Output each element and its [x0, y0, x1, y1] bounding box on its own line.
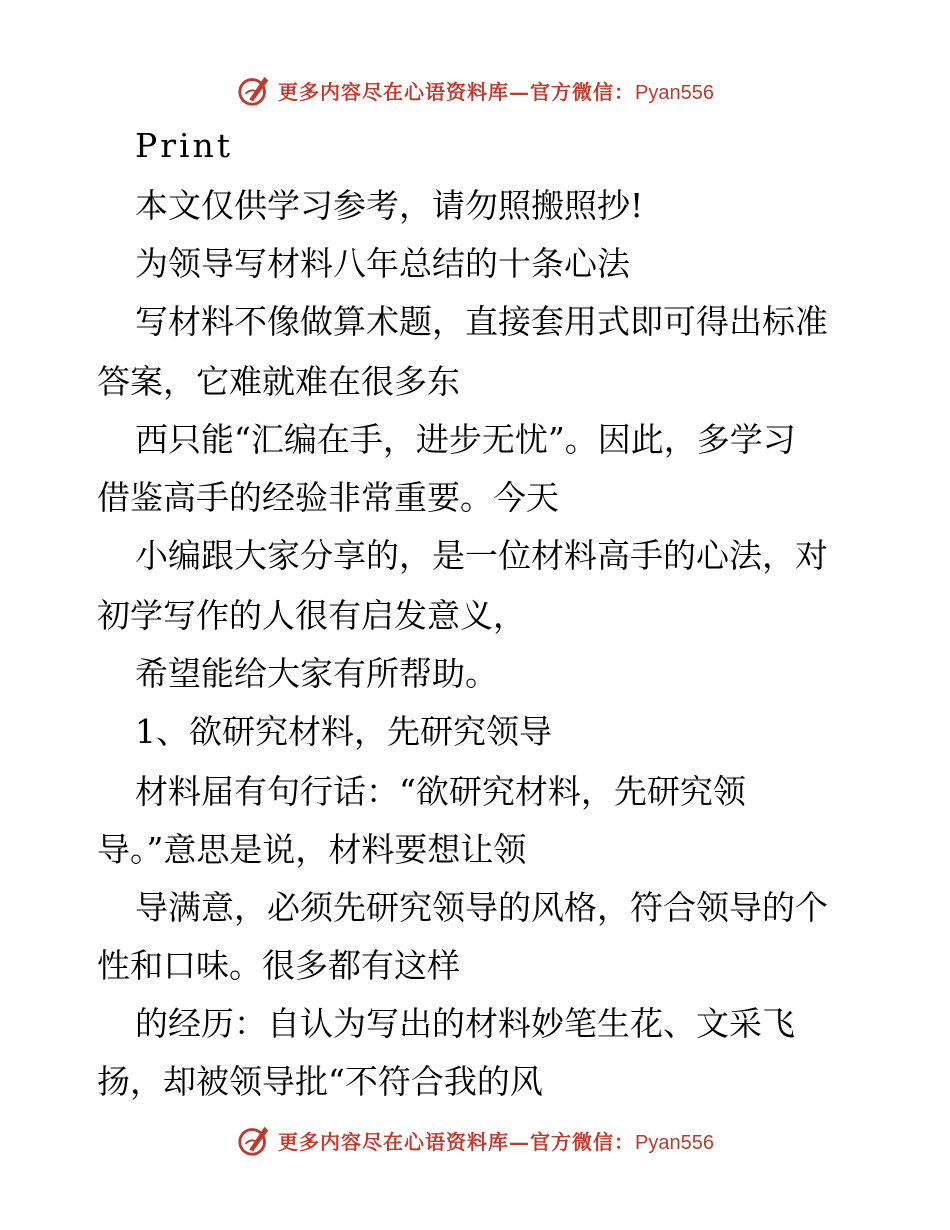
text-line: 为领导写材料八年总结的十条心法: [135, 244, 630, 283]
text-line: Print: [135, 126, 234, 165]
text-line: 初学写作的人很有启发意义，: [97, 596, 526, 635]
text-line: 希望能给大家有所帮助。: [135, 654, 498, 693]
watermark-text: 更多内容尽在心语资料库—官方微信：Pyan556: [278, 1129, 714, 1154]
text-line: 小编跟大家分享的，是一位材料高手的心法，对: [135, 536, 828, 575]
wechat-id: Pyan556: [635, 81, 714, 104]
quill-logo-icon: [236, 1121, 274, 1159]
text-line: 导满意，必须先研究领导的风格，符合领导的个: [135, 888, 828, 927]
text-line: 答案，它难就难在很多东: [97, 362, 460, 401]
wechat-id: Pyan556: [635, 1131, 714, 1154]
text-line: 写材料不像做算术题，直接套用式即可得出标准: [135, 302, 828, 341]
text-line: 的经历：自认为写出的材料妙笔生花、文采飞: [135, 1004, 795, 1043]
section-heading: 1、欲研究材料，先研究领导: [135, 712, 552, 751]
footer-watermark: [0, 1120, 950, 1160]
text-line: 西只能“汇编在手，进步无忧”。因此，多学习: [135, 420, 796, 459]
text-line: 材料届有句行话：“欲研究材料，先研究领: [135, 772, 746, 811]
watermark-text: 更多内容尽在心语资料库—官方微信：Pyan556: [278, 79, 714, 104]
text-line: 导。”意思是说，材料要想让领: [97, 830, 527, 869]
text-line: 借鉴高手的经验非常重要。今天: [97, 478, 559, 517]
text-line: 性和口味。很多都有这样: [97, 946, 460, 985]
text-line: 扬，却被领导批“不符合我的风: [97, 1062, 543, 1101]
text-line: 本文仅供学习参考，请勿照搬照抄!: [135, 186, 644, 225]
